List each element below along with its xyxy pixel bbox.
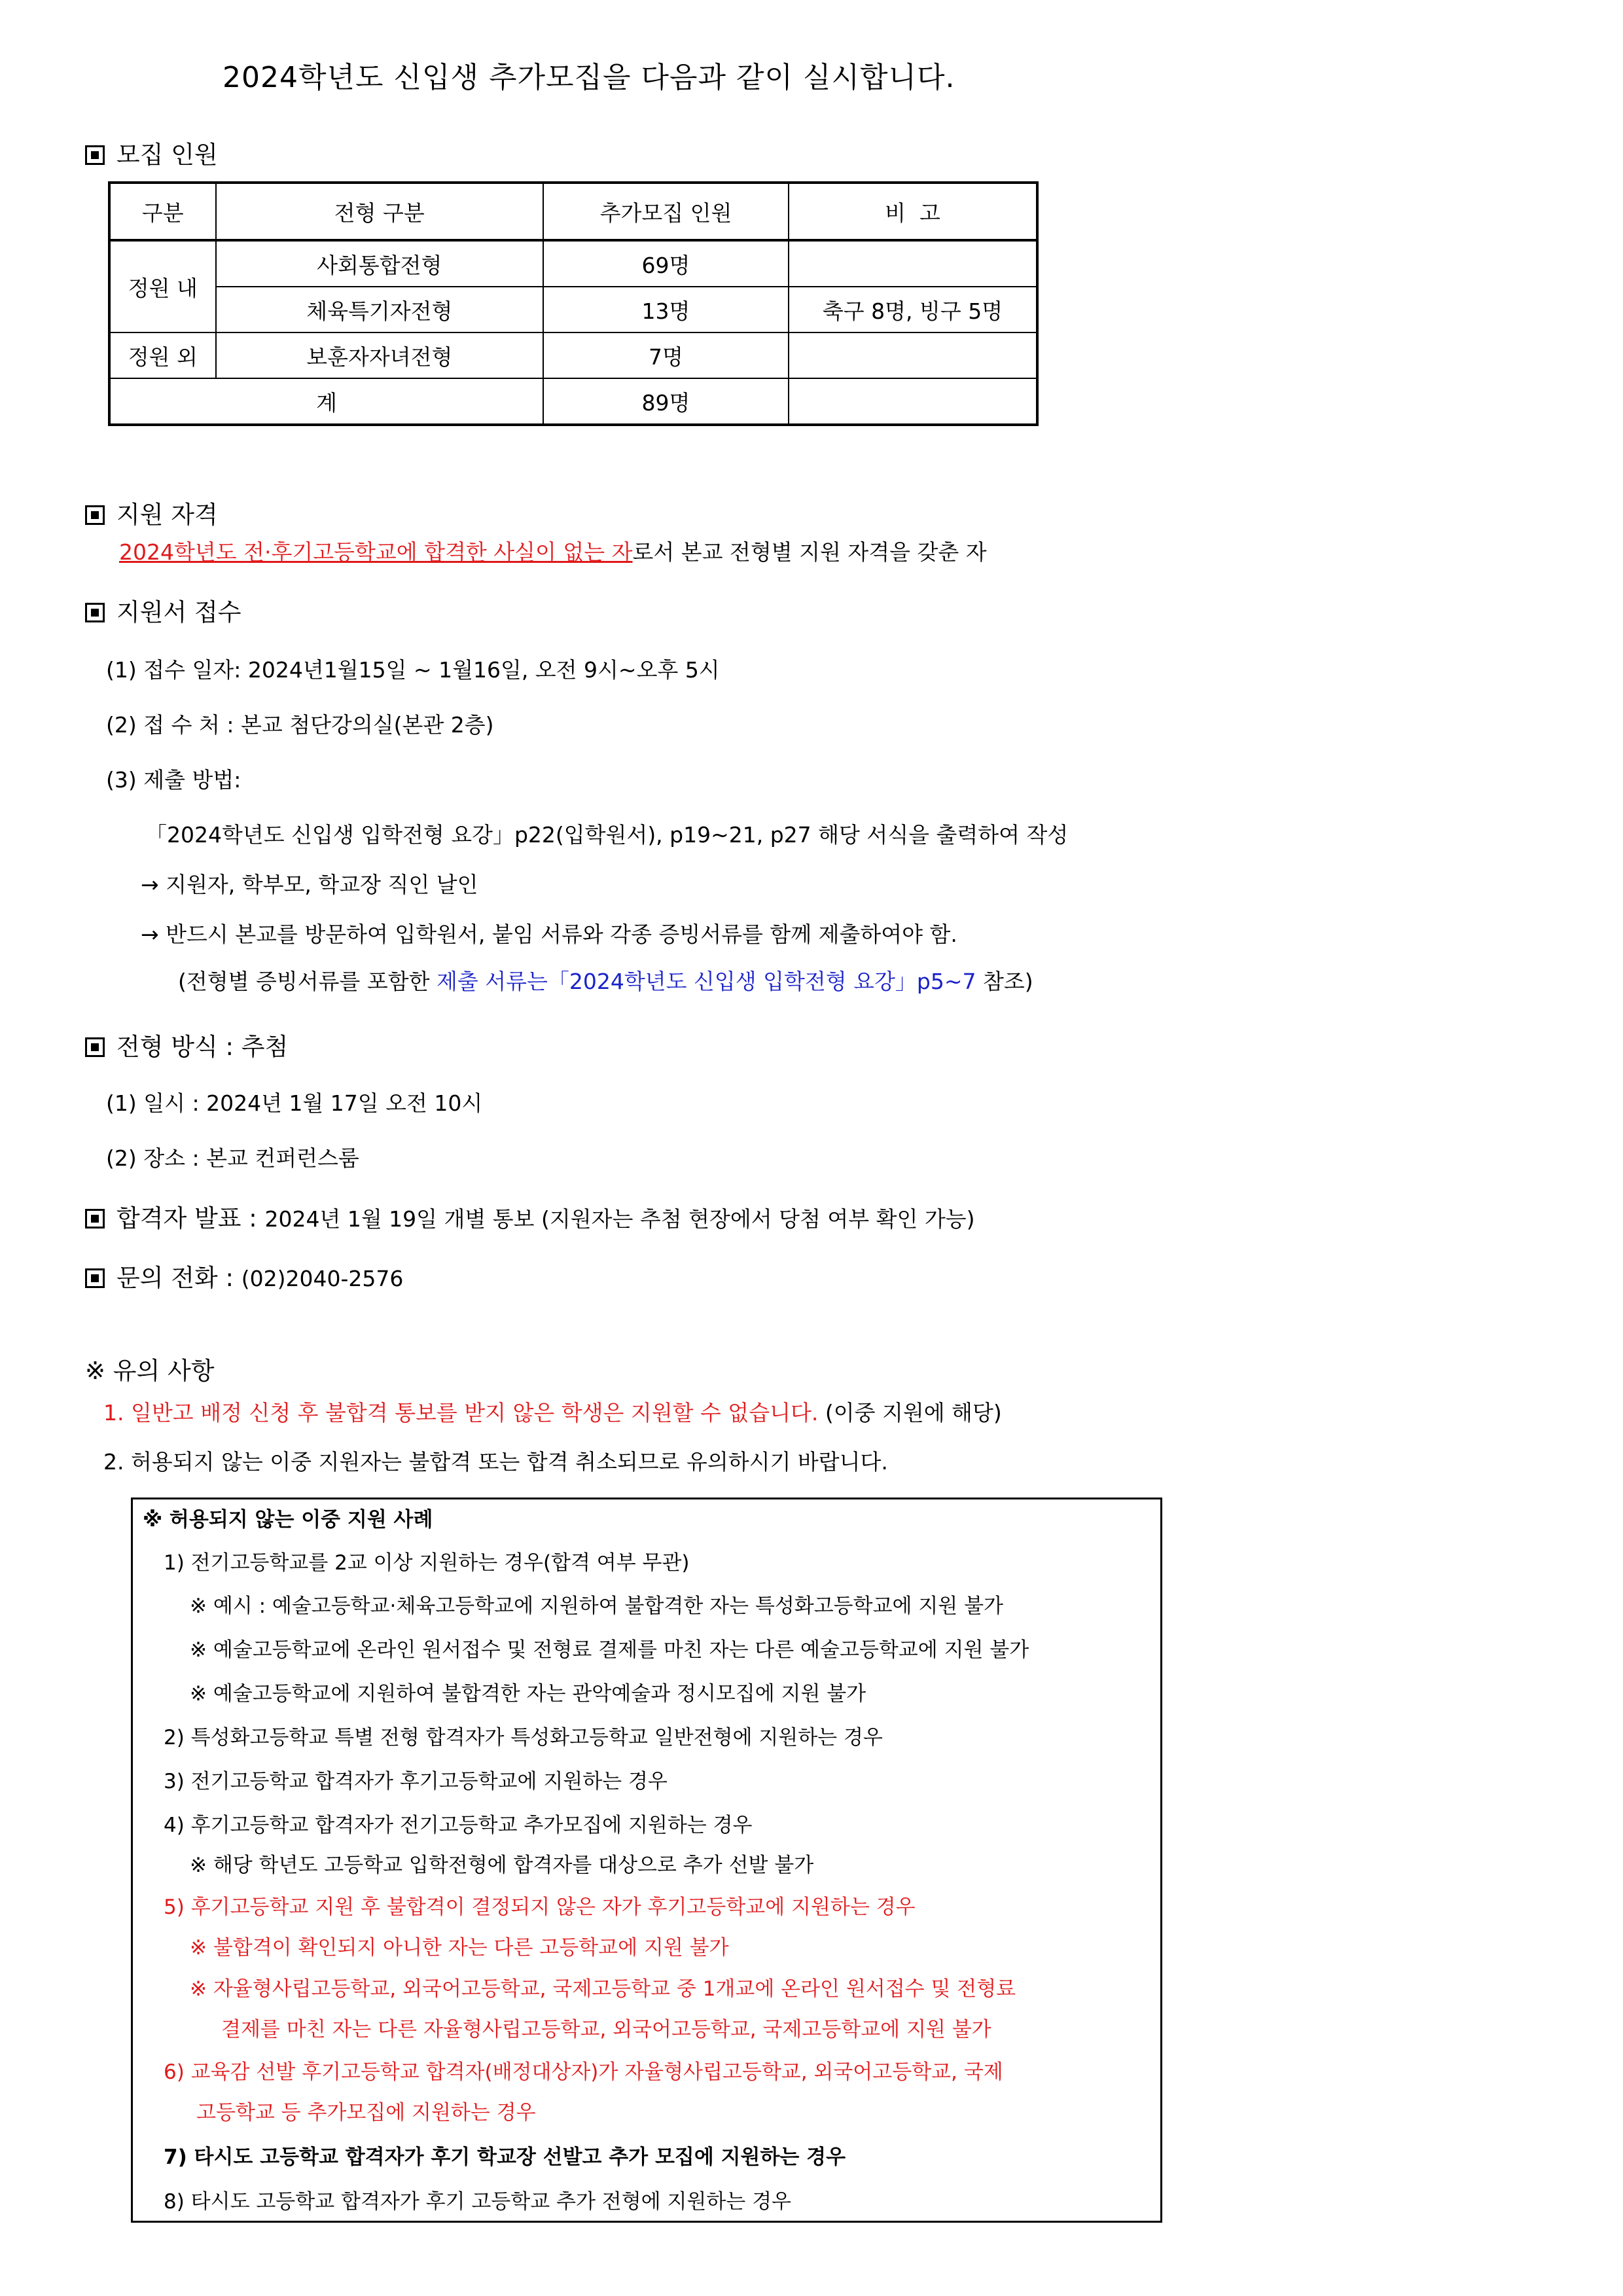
table-row xyxy=(109,240,1037,287)
square-bullet-icon xyxy=(85,145,105,165)
table-cell: 69명 xyxy=(543,240,789,287)
box-line: 3) 전기고등학교 합격자가 후기고등학교에 지원하는 경우 xyxy=(164,1770,668,1793)
box-line: ※ 해당 학년도 고등학교 입학전형에 합격자를 대상으로 추가 선발 불가 xyxy=(190,1854,814,1877)
recruit-table xyxy=(108,181,1039,426)
section-recruit xyxy=(85,135,218,170)
box-line-red: 5) 후기고등학교 지원 후 불합격이 결정되지 않은 자가 후기고등학교에 지원하는 경우 xyxy=(164,1895,916,1919)
square-bullet-icon xyxy=(85,1037,105,1057)
note-item-2: 2. 허용되지 않는 이중 지원자는 불합격 또는 합격 취소되므로 유의하시기 바랍니다. xyxy=(103,1449,888,1475)
box-line-red: ※ 불합격이 확인되지 아니한 자는 다른 고등학교에 지원 불가 xyxy=(190,1936,729,1960)
application-sub: → 지원자, 학부모, 학교장 직인 날인 xyxy=(141,872,478,897)
application-sub xyxy=(178,965,1033,996)
table-header-cell: 구분 xyxy=(109,183,216,240)
note-warning: 1. 일반고 배정 신청 후 불합격 통보를 받지 않은 학생은 지원할 수 없습니다. xyxy=(103,1400,819,1426)
box-line: ※ 예시 : 예술고등학교·체육고등학교에 지원하여 불합격한 자는 특성화고등학교에 지원 불가 xyxy=(190,1594,1003,1618)
section-heading: 지원서 접수 xyxy=(116,598,241,626)
box-line: 7) 타시도 고등학교 합격자가 후기 학교장 선발고 추가 모집에 지원하는 경우 xyxy=(164,2145,846,2169)
eligibility-rest: 로서 본교 전형별 지원 자격을 갖춘 자 xyxy=(632,539,987,565)
section-heading: 문의 전화 : xyxy=(116,1264,241,1292)
page-title: 2024학년도 신입생 추가모집을 다음과 같이 실시합니다. xyxy=(223,61,955,94)
application-item: (1) 접수 일자: 2024년1월15일 ~ 1월16일, 오전 9시~오후 5시 xyxy=(106,657,720,683)
selection-item: (2) 장소 : 본교 컨퍼런스룸 xyxy=(106,1145,359,1171)
table-cell: 체육특기자전형 xyxy=(216,287,543,332)
selection-item: (1) 일시 : 2024년 1월 17일 오전 10시 xyxy=(106,1090,483,1116)
box-line-red: 고등학교 등 추가모집에 지원하는 경우 xyxy=(196,2101,536,2125)
total-count: 89명 xyxy=(543,378,789,425)
sub-text: (전형별 증빙서류를 포함한 xyxy=(178,969,437,994)
eligibility-text xyxy=(119,535,987,566)
sub-text-blue: 제출 서류는「2024학년도 신입생 입학전형 요강」p5~7 xyxy=(437,969,976,994)
box-line-red: ※ 자율형사립고등학교, 외국어고등학교, 국제고등학교 중 1개교에 온라인 원서접수 및 전형료 xyxy=(190,1977,1016,2001)
section-application xyxy=(85,592,241,628)
section-selection xyxy=(85,1027,288,1062)
box-line: 8) 타시도 고등학교 합격자가 후기 고등학교 추가 전형에 지원하는 경우 xyxy=(164,2190,791,2214)
application-sub: 「2024학년도 신입생 입학전형 요강」p22(입학원서), p19~21, p27 해당 서식을 출력하여 작성 xyxy=(145,822,1069,848)
table-cell: 축구 8명, 빙구 5명 xyxy=(789,287,1037,332)
table-cell: 7명 xyxy=(543,332,789,378)
announce-text: 2024년 1월 19일 개별 통보 (지원자는 추첨 현장에서 당첨 여부 확인 가능) xyxy=(264,1206,975,1232)
box-line: 1) 전기고등학교를 2교 이상 지원하는 경우(합격 여부 무관) xyxy=(164,1551,690,1575)
table-cell: 13명 xyxy=(543,287,789,332)
table-cell xyxy=(789,240,1037,287)
box-title: ※ 허용되지 않는 이중 지원 사례 xyxy=(143,1508,433,1532)
table-cell xyxy=(789,332,1037,378)
section-contact xyxy=(85,1258,403,1293)
eligibility-highlight: 2024학년도 전·후기고등학교에 합격한 사실이 없는 자 xyxy=(119,539,633,565)
square-bullet-icon xyxy=(85,505,105,525)
table-row xyxy=(109,287,1037,332)
box-line: 2) 특성화고등학교 특별 전형 합격자가 특성화고등학교 일반전형에 지원하는 경우 xyxy=(164,1726,883,1749)
note-item-1 xyxy=(103,1396,1002,1427)
sub-text: 참조) xyxy=(976,969,1033,994)
total-label: 계 xyxy=(109,378,543,425)
box-line: ※ 예술고등학교에 온라인 원서접수 및 전형료 결제를 마친 자는 다른 예술고등학교에 지원 불가 xyxy=(190,1638,1029,1662)
group-cell: 정원 내 xyxy=(109,240,216,332)
application-sub: → 반드시 본교를 방문하여 입학원서, 붙임 서류와 각종 증빙서류를 함께 제출하여야 함. xyxy=(141,922,957,947)
section-heading: 전형 방식 : 추첨 xyxy=(116,1033,289,1061)
note-rest: (이중 지원에 해당) xyxy=(818,1400,1002,1426)
group-cell: 정원 외 xyxy=(109,332,216,378)
box-line-red: 6) 교육감 선발 후기고등학교 합격자(배정대상자)가 자율형사립고등학교, 외국어고등학교, 국제 xyxy=(164,2060,1003,2084)
square-bullet-icon xyxy=(85,603,105,622)
table-header-row xyxy=(109,183,1037,240)
box-line: 4) 후기고등학교 합격자가 전기고등학교 추가모집에 지원하는 경우 xyxy=(164,1814,753,1837)
table-cell: 보훈자자녀전형 xyxy=(216,332,543,378)
notes-heading: ※ 유의 사항 xyxy=(85,1357,215,1385)
table-cell xyxy=(789,378,1037,425)
application-item: (3) 제출 방법: xyxy=(106,767,241,793)
application-item: (2) 접 수 처 : 본교 첨단강의실(본관 2층) xyxy=(106,712,494,738)
square-bullet-icon xyxy=(85,1268,105,1288)
box-line-red: 결제를 마친 자는 다른 자율형사립고등학교, 외국어고등학교, 국제고등학교에 지원 불가 xyxy=(221,2018,991,2041)
section-heading: 합격자 발표 : xyxy=(116,1204,265,1232)
table-row xyxy=(109,332,1037,378)
table-header-cell: 추가모집 인원 xyxy=(543,183,789,240)
section-announce xyxy=(85,1198,975,1234)
table-header-cell: 전형 구분 xyxy=(216,183,543,240)
contact-phone: (02)2040-2576 xyxy=(241,1266,404,1291)
table-cell: 사회통합전형 xyxy=(216,240,543,287)
section-eligibility xyxy=(85,495,218,530)
box-line: ※ 예술고등학교에 지원하여 불합격한 자는 관악예술과 정시모집에 지원 불가 xyxy=(190,1682,866,1706)
table-header-cell: 비 고 xyxy=(789,183,1037,240)
table-total-row xyxy=(109,378,1037,425)
square-bullet-icon xyxy=(85,1209,105,1229)
section-heading: 모집 인원 xyxy=(116,141,218,169)
section-heading: 지원 자격 xyxy=(116,501,218,529)
